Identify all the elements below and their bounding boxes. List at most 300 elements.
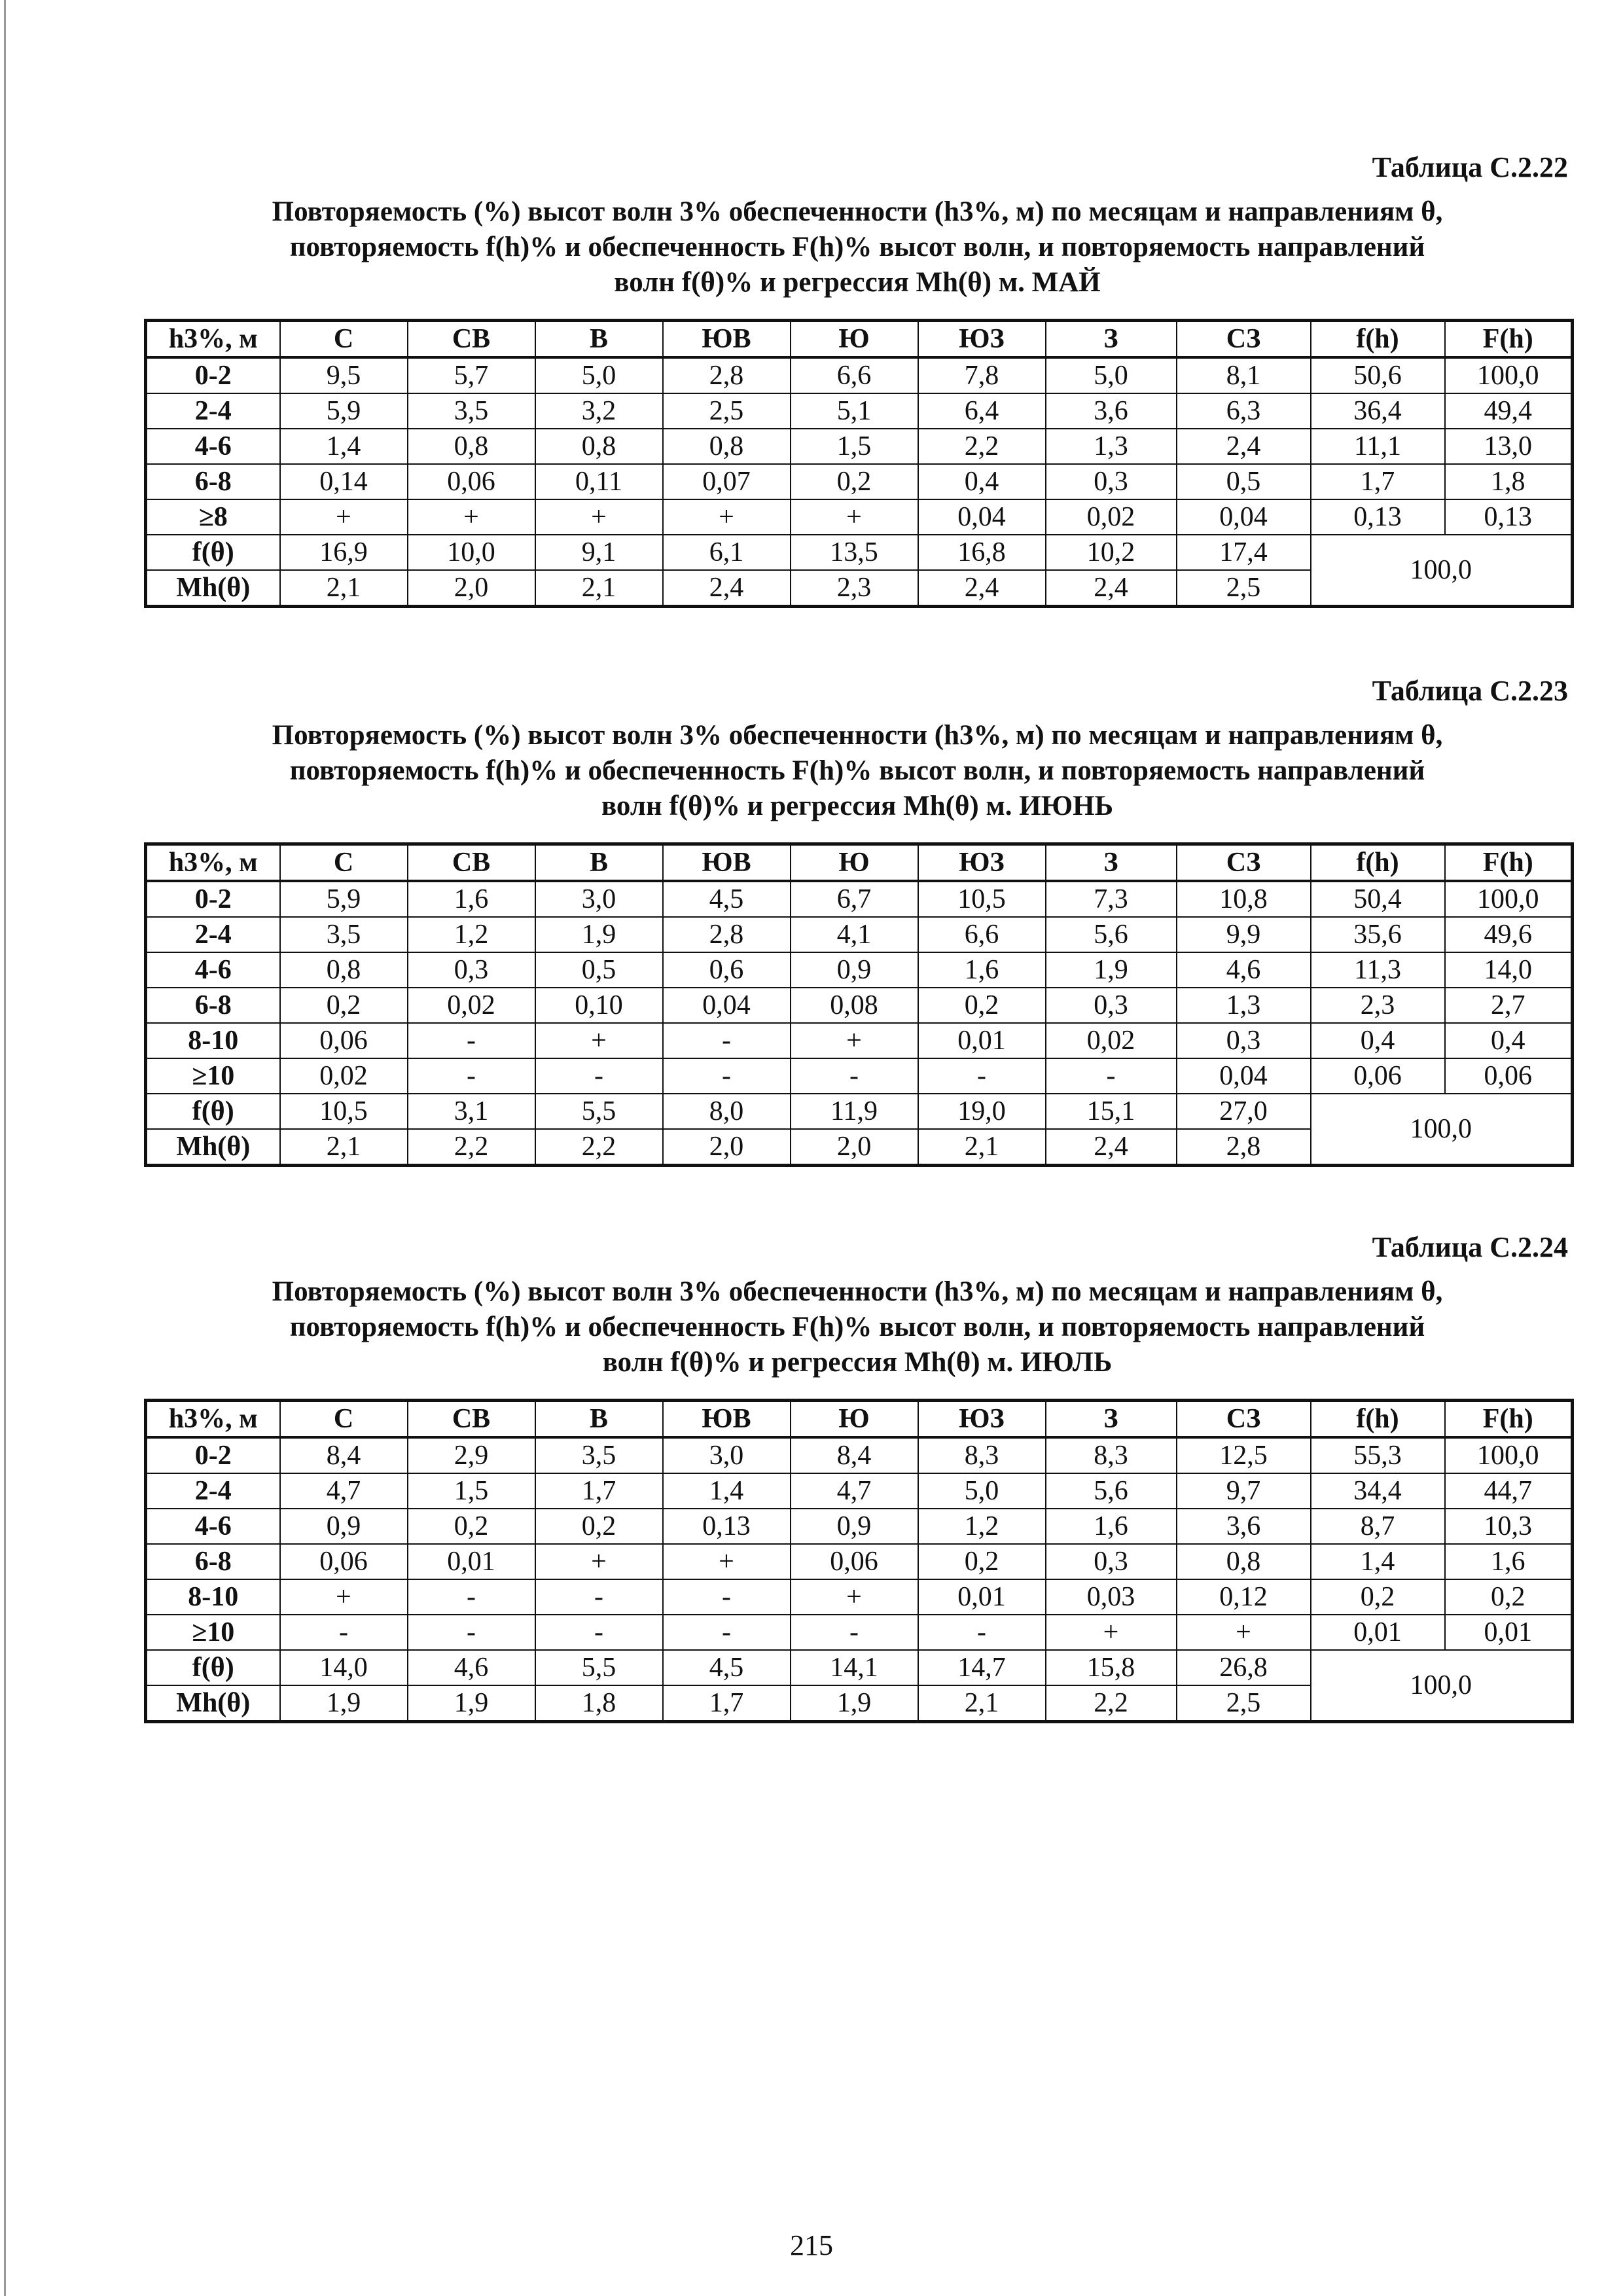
- table-cell: 0,6: [663, 952, 791, 988]
- table-cell: 10,0: [408, 535, 535, 570]
- table-cell: 12,5: [1177, 1437, 1311, 1473]
- table-cell: -: [918, 1058, 1046, 1094]
- table-row: [146, 393, 1573, 429]
- table-cell: 0,03: [1046, 1579, 1177, 1615]
- table-cell: 2,2: [1046, 1685, 1177, 1722]
- table-cell: 8,4: [791, 1437, 918, 1473]
- table-cell: 10,5: [918, 881, 1046, 917]
- table-cell: 2,0: [408, 570, 535, 607]
- column-header: h3%, м: [146, 844, 280, 882]
- table-cell: 8,7: [1311, 1509, 1445, 1544]
- data-table: [144, 1399, 1574, 1723]
- table-cell: 5,0: [918, 1473, 1046, 1509]
- table-cell: 27,0: [1177, 1094, 1311, 1129]
- row-header: 2-4: [146, 393, 280, 429]
- table-cell: 7,8: [918, 357, 1046, 393]
- table-cell: 14,7: [918, 1650, 1046, 1685]
- table-title-line: повторяемость f(h)% и обеспеченность F(h)% высот волн, и повторяемость направлений: [289, 755, 1425, 786]
- table-cell: 6,7: [791, 881, 918, 917]
- table-cell: 9,1: [535, 535, 663, 570]
- table-row: [146, 1437, 1573, 1473]
- header-row: [146, 844, 1573, 882]
- table-number: Таблица С.2.23: [1372, 675, 1568, 707]
- table-cell: 0,8: [1177, 1544, 1311, 1579]
- table-cell: 0,8: [280, 952, 408, 988]
- table-cell: 2,1: [535, 570, 663, 607]
- table-cell: 5,9: [280, 393, 408, 429]
- table-cell: 11,3: [1311, 952, 1445, 988]
- column-header: С: [280, 844, 408, 882]
- table-cell: 2,2: [408, 1129, 535, 1166]
- table-cell: 1,5: [791, 429, 918, 464]
- table-cell: 0,8: [663, 429, 791, 464]
- column-header: f(h): [1311, 844, 1445, 882]
- table-cell: 0,3: [408, 952, 535, 988]
- table-cell: 1,6: [1046, 1509, 1177, 1544]
- table-cell: 2,7: [1445, 988, 1573, 1023]
- header-row: [146, 321, 1573, 358]
- table-cell: 2,5: [1177, 570, 1311, 607]
- table-cell: 5,6: [1046, 1473, 1177, 1509]
- table-cell: 0,04: [1177, 499, 1311, 535]
- column-header: СВ: [408, 844, 535, 882]
- column-header: Ю: [791, 844, 918, 882]
- table-cell: +: [663, 1544, 791, 1579]
- table-cell: 5,0: [535, 357, 663, 393]
- table-cell: -: [535, 1615, 663, 1650]
- table-cell: 1,4: [663, 1473, 791, 1509]
- table-cell: 1,6: [1445, 1544, 1573, 1579]
- table-cell: +: [791, 1579, 918, 1615]
- row-header: 2-4: [146, 1473, 280, 1509]
- table-cell: 2,0: [791, 1129, 918, 1166]
- table-cell: 0,3: [1046, 988, 1177, 1023]
- row-header: 8-10: [146, 1023, 280, 1058]
- row-header: ≥10: [146, 1615, 280, 1650]
- table-cell: 1,9: [535, 917, 663, 952]
- table-cell: 0,8: [408, 429, 535, 464]
- row-header: Mh(θ): [146, 570, 280, 607]
- table-cell: +: [408, 499, 535, 535]
- f-theta-row: [146, 1650, 1573, 1685]
- row-header: 6-8: [146, 464, 280, 499]
- table-cell: 0,4: [1311, 1023, 1445, 1058]
- column-header: ЮЗ: [918, 844, 1046, 882]
- table-cell: 19,0: [918, 1094, 1046, 1129]
- table-cell: 50,6: [1311, 357, 1445, 393]
- table-cell: 2,4: [663, 570, 791, 607]
- table-row: [146, 1579, 1573, 1615]
- table-row: [146, 1058, 1573, 1094]
- table-cell: 9,7: [1177, 1473, 1311, 1509]
- table-cell: 0,9: [791, 1509, 918, 1544]
- column-header: h3%, м: [146, 1401, 280, 1438]
- column-header: СВ: [408, 1401, 535, 1438]
- column-header: С: [280, 321, 408, 358]
- table-cell: 4,5: [663, 1650, 791, 1685]
- row-header: 6-8: [146, 1544, 280, 1579]
- table-cell: 0,06: [1445, 1058, 1573, 1094]
- table-cell: +: [663, 499, 791, 535]
- table-cell: 34,4: [1311, 1473, 1445, 1509]
- table-cell: 0,06: [408, 464, 535, 499]
- table-cell: +: [1177, 1615, 1311, 1650]
- table-cell: 3,2: [535, 393, 663, 429]
- total-cell: 100,0: [1311, 535, 1573, 607]
- table-cell: 14,1: [791, 1650, 918, 1685]
- table-cell: 1,4: [1311, 1544, 1445, 1579]
- table-cell: 1,9: [1046, 952, 1177, 988]
- table-cell: 1,8: [1445, 464, 1573, 499]
- table-cell: 0,07: [663, 464, 791, 499]
- table-cell: 50,4: [1311, 881, 1445, 917]
- table-cell: 49,6: [1445, 917, 1573, 952]
- table-cell: +: [535, 1023, 663, 1058]
- table-title-line: повторяемость f(h)% и обеспеченность F(h)% высот волн, и повторяемость направлений: [289, 232, 1425, 262]
- table-cell: 0,2: [535, 1509, 663, 1544]
- table-cell: 0,04: [663, 988, 791, 1023]
- table-cell: 8,4: [280, 1437, 408, 1473]
- table-cell: 0,01: [1445, 1615, 1573, 1650]
- row-header: 4-6: [146, 429, 280, 464]
- table-cell: 1,7: [663, 1685, 791, 1722]
- table-cell: 3,1: [408, 1094, 535, 1129]
- table-cell: 7,3: [1046, 881, 1177, 917]
- table-cell: 6,6: [918, 917, 1046, 952]
- table-cell: -: [918, 1615, 1046, 1650]
- scan-edge-rule: [4, 0, 6, 2296]
- table-row: [146, 1509, 1573, 1544]
- table-cell: 0,06: [791, 1544, 918, 1579]
- table-row: [146, 988, 1573, 1023]
- table-cell: +: [280, 499, 408, 535]
- table-cell: 8,3: [918, 1437, 1046, 1473]
- table-cell: 6,6: [791, 357, 918, 393]
- table-cell: 2,8: [663, 917, 791, 952]
- table-cell: 8,1: [1177, 357, 1311, 393]
- table-cell: 2,2: [535, 1129, 663, 1166]
- table-cell: 5,5: [535, 1650, 663, 1685]
- f-theta-row: [146, 535, 1573, 570]
- total-cell: 100,0: [1311, 1650, 1573, 1722]
- table-cell: 10,3: [1445, 1509, 1573, 1544]
- table-cell: 15,1: [1046, 1094, 1177, 1129]
- table-cell: 2,1: [280, 1129, 408, 1166]
- table-cell: -: [408, 1579, 535, 1615]
- table-cell: 5,0: [1046, 357, 1177, 393]
- table-cell: 0,01: [408, 1544, 535, 1579]
- table-cell: 2,4: [1046, 1129, 1177, 1166]
- table-cell: 0,14: [280, 464, 408, 499]
- column-header: F(h): [1445, 321, 1573, 358]
- table-cell: 0,5: [535, 952, 663, 988]
- table-block-june: [144, 674, 1571, 1167]
- row-header: 6-8: [146, 988, 280, 1023]
- table-cell: 2,3: [1311, 988, 1445, 1023]
- table-cell: 0,4: [918, 464, 1046, 499]
- table-cell: 0,2: [918, 1544, 1046, 1579]
- table-cell: 8,0: [663, 1094, 791, 1129]
- table-cell: 1,9: [408, 1685, 535, 1722]
- table-cell: 2,4: [1046, 570, 1177, 607]
- row-header: Mh(θ): [146, 1685, 280, 1722]
- table-cell: 1,2: [918, 1509, 1046, 1544]
- table-cell: 0,04: [1177, 1058, 1311, 1094]
- table-cell: 3,6: [1046, 393, 1177, 429]
- table-cell: 0,3: [1046, 464, 1177, 499]
- table-cell: -: [280, 1615, 408, 1650]
- table-cell: -: [791, 1058, 918, 1094]
- table-cell: 0,3: [1046, 1544, 1177, 1579]
- table-cell: 0,2: [791, 464, 918, 499]
- page-number: 215: [790, 2229, 833, 2261]
- table-cell: 11,9: [791, 1094, 918, 1129]
- table-cell: 0,02: [1046, 499, 1177, 535]
- table-cell: 36,4: [1311, 393, 1445, 429]
- table-cell: 2,4: [918, 570, 1046, 607]
- column-header: F(h): [1445, 844, 1573, 882]
- table-cell: 1,7: [1311, 464, 1445, 499]
- table-cell: 0,2: [1445, 1579, 1573, 1615]
- table-cell: 44,7: [1445, 1473, 1573, 1509]
- table-cell: 4,6: [408, 1650, 535, 1685]
- column-header: ЮВ: [663, 321, 791, 358]
- row-header: f(θ): [146, 1094, 280, 1129]
- table-block-may: [144, 151, 1571, 608]
- table-cell: 0,04: [918, 499, 1046, 535]
- table-cell: -: [663, 1058, 791, 1094]
- table-cell: 1,9: [791, 1685, 918, 1722]
- table-cell: 1,7: [535, 1473, 663, 1509]
- table-cell: 1,4: [280, 429, 408, 464]
- table-cell: -: [663, 1023, 791, 1058]
- table-cell: 4,1: [791, 917, 918, 952]
- table-title-line: повторяемость f(h)% и обеспеченность F(h)% высот волн, и повторяемость направлений: [289, 1312, 1425, 1342]
- table-cell: 16,9: [280, 535, 408, 570]
- table-cell: 6,1: [663, 535, 791, 570]
- table-row: [146, 1473, 1573, 1509]
- column-header: С: [280, 1401, 408, 1438]
- table-cell: -: [663, 1615, 791, 1650]
- table-cell: 0,13: [1445, 499, 1573, 535]
- table-block-july: [144, 1230, 1571, 1723]
- row-header: 8-10: [146, 1579, 280, 1615]
- table-cell: 0,01: [1311, 1615, 1445, 1650]
- table-cell: 9,5: [280, 357, 408, 393]
- table-row: [146, 464, 1573, 499]
- row-header: 2-4: [146, 917, 280, 952]
- table-row: [146, 357, 1573, 393]
- table-cell: 0,13: [1311, 499, 1445, 535]
- row-header: 4-6: [146, 1509, 280, 1544]
- table-cell: 8,3: [1046, 1437, 1177, 1473]
- row-header: 0-2: [146, 1437, 280, 1473]
- table-cell: 0,13: [663, 1509, 791, 1544]
- table-cell: 2,8: [663, 357, 791, 393]
- table-cell: 5,6: [1046, 917, 1177, 952]
- table-cell: 0,02: [408, 988, 535, 1023]
- table-title-line: волн f(θ)% и регрессия Mh(θ) м. ИЮНЬ: [601, 791, 1114, 821]
- table-cell: 100,0: [1445, 881, 1573, 917]
- table-cell: +: [280, 1579, 408, 1615]
- table-cell: 13,0: [1445, 429, 1573, 464]
- table-cell: 1,6: [408, 881, 535, 917]
- table-cell: 2,1: [918, 1685, 1046, 1722]
- table-cell: 0,10: [535, 988, 663, 1023]
- column-header: В: [535, 321, 663, 358]
- table-cell: 0,01: [918, 1579, 1046, 1615]
- table-cell: 0,2: [918, 988, 1046, 1023]
- table-cell: 3,5: [280, 917, 408, 952]
- table-cell: 4,7: [280, 1473, 408, 1509]
- table-cell: +: [1046, 1615, 1177, 1650]
- data-table: [144, 319, 1574, 608]
- table-cell: 10,2: [1046, 535, 1177, 570]
- table-cell: 2,2: [918, 429, 1046, 464]
- table-cell: 0,02: [280, 1058, 408, 1094]
- table-cell: 14,0: [280, 1650, 408, 1685]
- table-cell: +: [791, 499, 918, 535]
- table-cell: -: [535, 1579, 663, 1615]
- table-cell: -: [791, 1615, 918, 1650]
- table-cell: +: [791, 1023, 918, 1058]
- table-title-line: Повторяемость (%) высот волн 3% обеспеченности (h3%, м) по месяцам и направлениям θ,: [272, 1276, 1443, 1307]
- table-cell: +: [535, 1544, 663, 1579]
- column-header: ЮВ: [663, 844, 791, 882]
- table-cell: 9,9: [1177, 917, 1311, 952]
- table-cell: 2,5: [663, 393, 791, 429]
- table-cell: 6,3: [1177, 393, 1311, 429]
- header-row: [146, 1401, 1573, 1438]
- table-title-line: Повторяемость (%) высот волн 3% обеспеченности (h3%, м) по месяцам и направлениям θ,: [272, 720, 1443, 751]
- table-cell: 3,5: [535, 1437, 663, 1473]
- table-cell: 0,12: [1177, 1579, 1311, 1615]
- column-header: СЗ: [1177, 1401, 1311, 1438]
- table-cell: 0,02: [1046, 1023, 1177, 1058]
- column-header: В: [535, 1401, 663, 1438]
- table-cell: 5,5: [535, 1094, 663, 1129]
- table-cell: 0,8: [535, 429, 663, 464]
- column-header: СЗ: [1177, 844, 1311, 882]
- column-header: F(h): [1445, 1401, 1573, 1438]
- table-number: Таблица С.2.22: [1372, 151, 1568, 183]
- table-cell: 1,3: [1177, 988, 1311, 1023]
- table-title: [144, 194, 1571, 300]
- table-cell: 2,3: [791, 570, 918, 607]
- table-cell: 0,01: [918, 1023, 1046, 1058]
- data-table: [144, 842, 1574, 1167]
- column-header: З: [1046, 844, 1177, 882]
- row-header: ≥10: [146, 1058, 280, 1094]
- table-cell: -: [408, 1023, 535, 1058]
- table-cell: -: [1046, 1058, 1177, 1094]
- table-cell: 0,11: [535, 464, 663, 499]
- table-cell: 3,6: [1177, 1509, 1311, 1544]
- column-header: ЮЗ: [918, 1401, 1046, 1438]
- table-cell: 2,9: [408, 1437, 535, 1473]
- table-cell: 1,5: [408, 1473, 535, 1509]
- table-title: [144, 1274, 1571, 1380]
- table-cell: 1,9: [280, 1685, 408, 1722]
- table-title-line: Повторяемость (%) высот волн 3% обеспеченности (h3%, м) по месяцам и направлениям θ,: [272, 196, 1443, 227]
- table-cell: 49,4: [1445, 393, 1573, 429]
- table-cell: 0,06: [280, 1544, 408, 1579]
- table-number: Таблица С.2.24: [1372, 1231, 1568, 1263]
- table-cell: 3,0: [663, 1437, 791, 1473]
- table-cell: 0,9: [280, 1509, 408, 1544]
- table-cell: 26,8: [1177, 1650, 1311, 1685]
- column-header: З: [1046, 1401, 1177, 1438]
- column-header: З: [1046, 321, 1177, 358]
- table-row: [146, 429, 1573, 464]
- table-cell: 2,1: [280, 570, 408, 607]
- table-cell: 55,3: [1311, 1437, 1445, 1473]
- table-cell: 16,8: [918, 535, 1046, 570]
- f-theta-row: [146, 1094, 1573, 1129]
- table-cell: 4,7: [791, 1473, 918, 1509]
- table-cell: -: [535, 1058, 663, 1094]
- table-cell: 4,6: [1177, 952, 1311, 988]
- column-header: Ю: [791, 321, 918, 358]
- column-header: ЮВ: [663, 1401, 791, 1438]
- column-header: В: [535, 844, 663, 882]
- table-cell: 13,5: [791, 535, 918, 570]
- table-cell: 0,5: [1177, 464, 1311, 499]
- table-cell: 0,2: [280, 988, 408, 1023]
- row-header: 0-2: [146, 881, 280, 917]
- table-cell: 1,3: [1046, 429, 1177, 464]
- table-cell: 0,06: [1311, 1058, 1445, 1094]
- table-title-line: волн f(θ)% и регрессия Mh(θ) м. МАЙ: [614, 267, 1101, 298]
- table-cell: 0,2: [408, 1509, 535, 1544]
- table-cell: 0,06: [280, 1023, 408, 1058]
- table-cell: 2,0: [663, 1129, 791, 1166]
- table-cell: 6,4: [918, 393, 1046, 429]
- table-cell: 3,5: [408, 393, 535, 429]
- table-row: [146, 1544, 1573, 1579]
- row-header: f(θ): [146, 1650, 280, 1685]
- row-header: 4-6: [146, 952, 280, 988]
- table-cell: -: [408, 1058, 535, 1094]
- column-header: f(h): [1311, 321, 1445, 358]
- table-cell: 2,1: [918, 1129, 1046, 1166]
- table-cell: 5,7: [408, 357, 535, 393]
- column-header: ЮЗ: [918, 321, 1046, 358]
- total-cell: 100,0: [1311, 1094, 1573, 1166]
- table-cell: 100,0: [1445, 1437, 1573, 1473]
- table-cell: 15,8: [1046, 1650, 1177, 1685]
- table-cell: 5,9: [280, 881, 408, 917]
- table-row: [146, 881, 1573, 917]
- table-cell: 0,08: [791, 988, 918, 1023]
- table-cell: 100,0: [1445, 357, 1573, 393]
- table-title: [144, 718, 1571, 824]
- column-header: h3%, м: [146, 321, 280, 358]
- column-header: Ю: [791, 1401, 918, 1438]
- table-cell: 2,4: [1177, 429, 1311, 464]
- table-cell: 3,0: [535, 881, 663, 917]
- table-row: [146, 1615, 1573, 1650]
- row-header: ≥8: [146, 499, 280, 535]
- table-cell: 4,5: [663, 881, 791, 917]
- table-cell: 10,8: [1177, 881, 1311, 917]
- table-row: [146, 917, 1573, 952]
- table-cell: -: [663, 1579, 791, 1615]
- table-title-line: волн f(θ)% и регрессия Mh(θ) м. ИЮЛЬ: [602, 1347, 1113, 1378]
- table-cell: 0,3: [1177, 1023, 1311, 1058]
- column-header: СВ: [408, 321, 535, 358]
- table-row: [146, 499, 1573, 535]
